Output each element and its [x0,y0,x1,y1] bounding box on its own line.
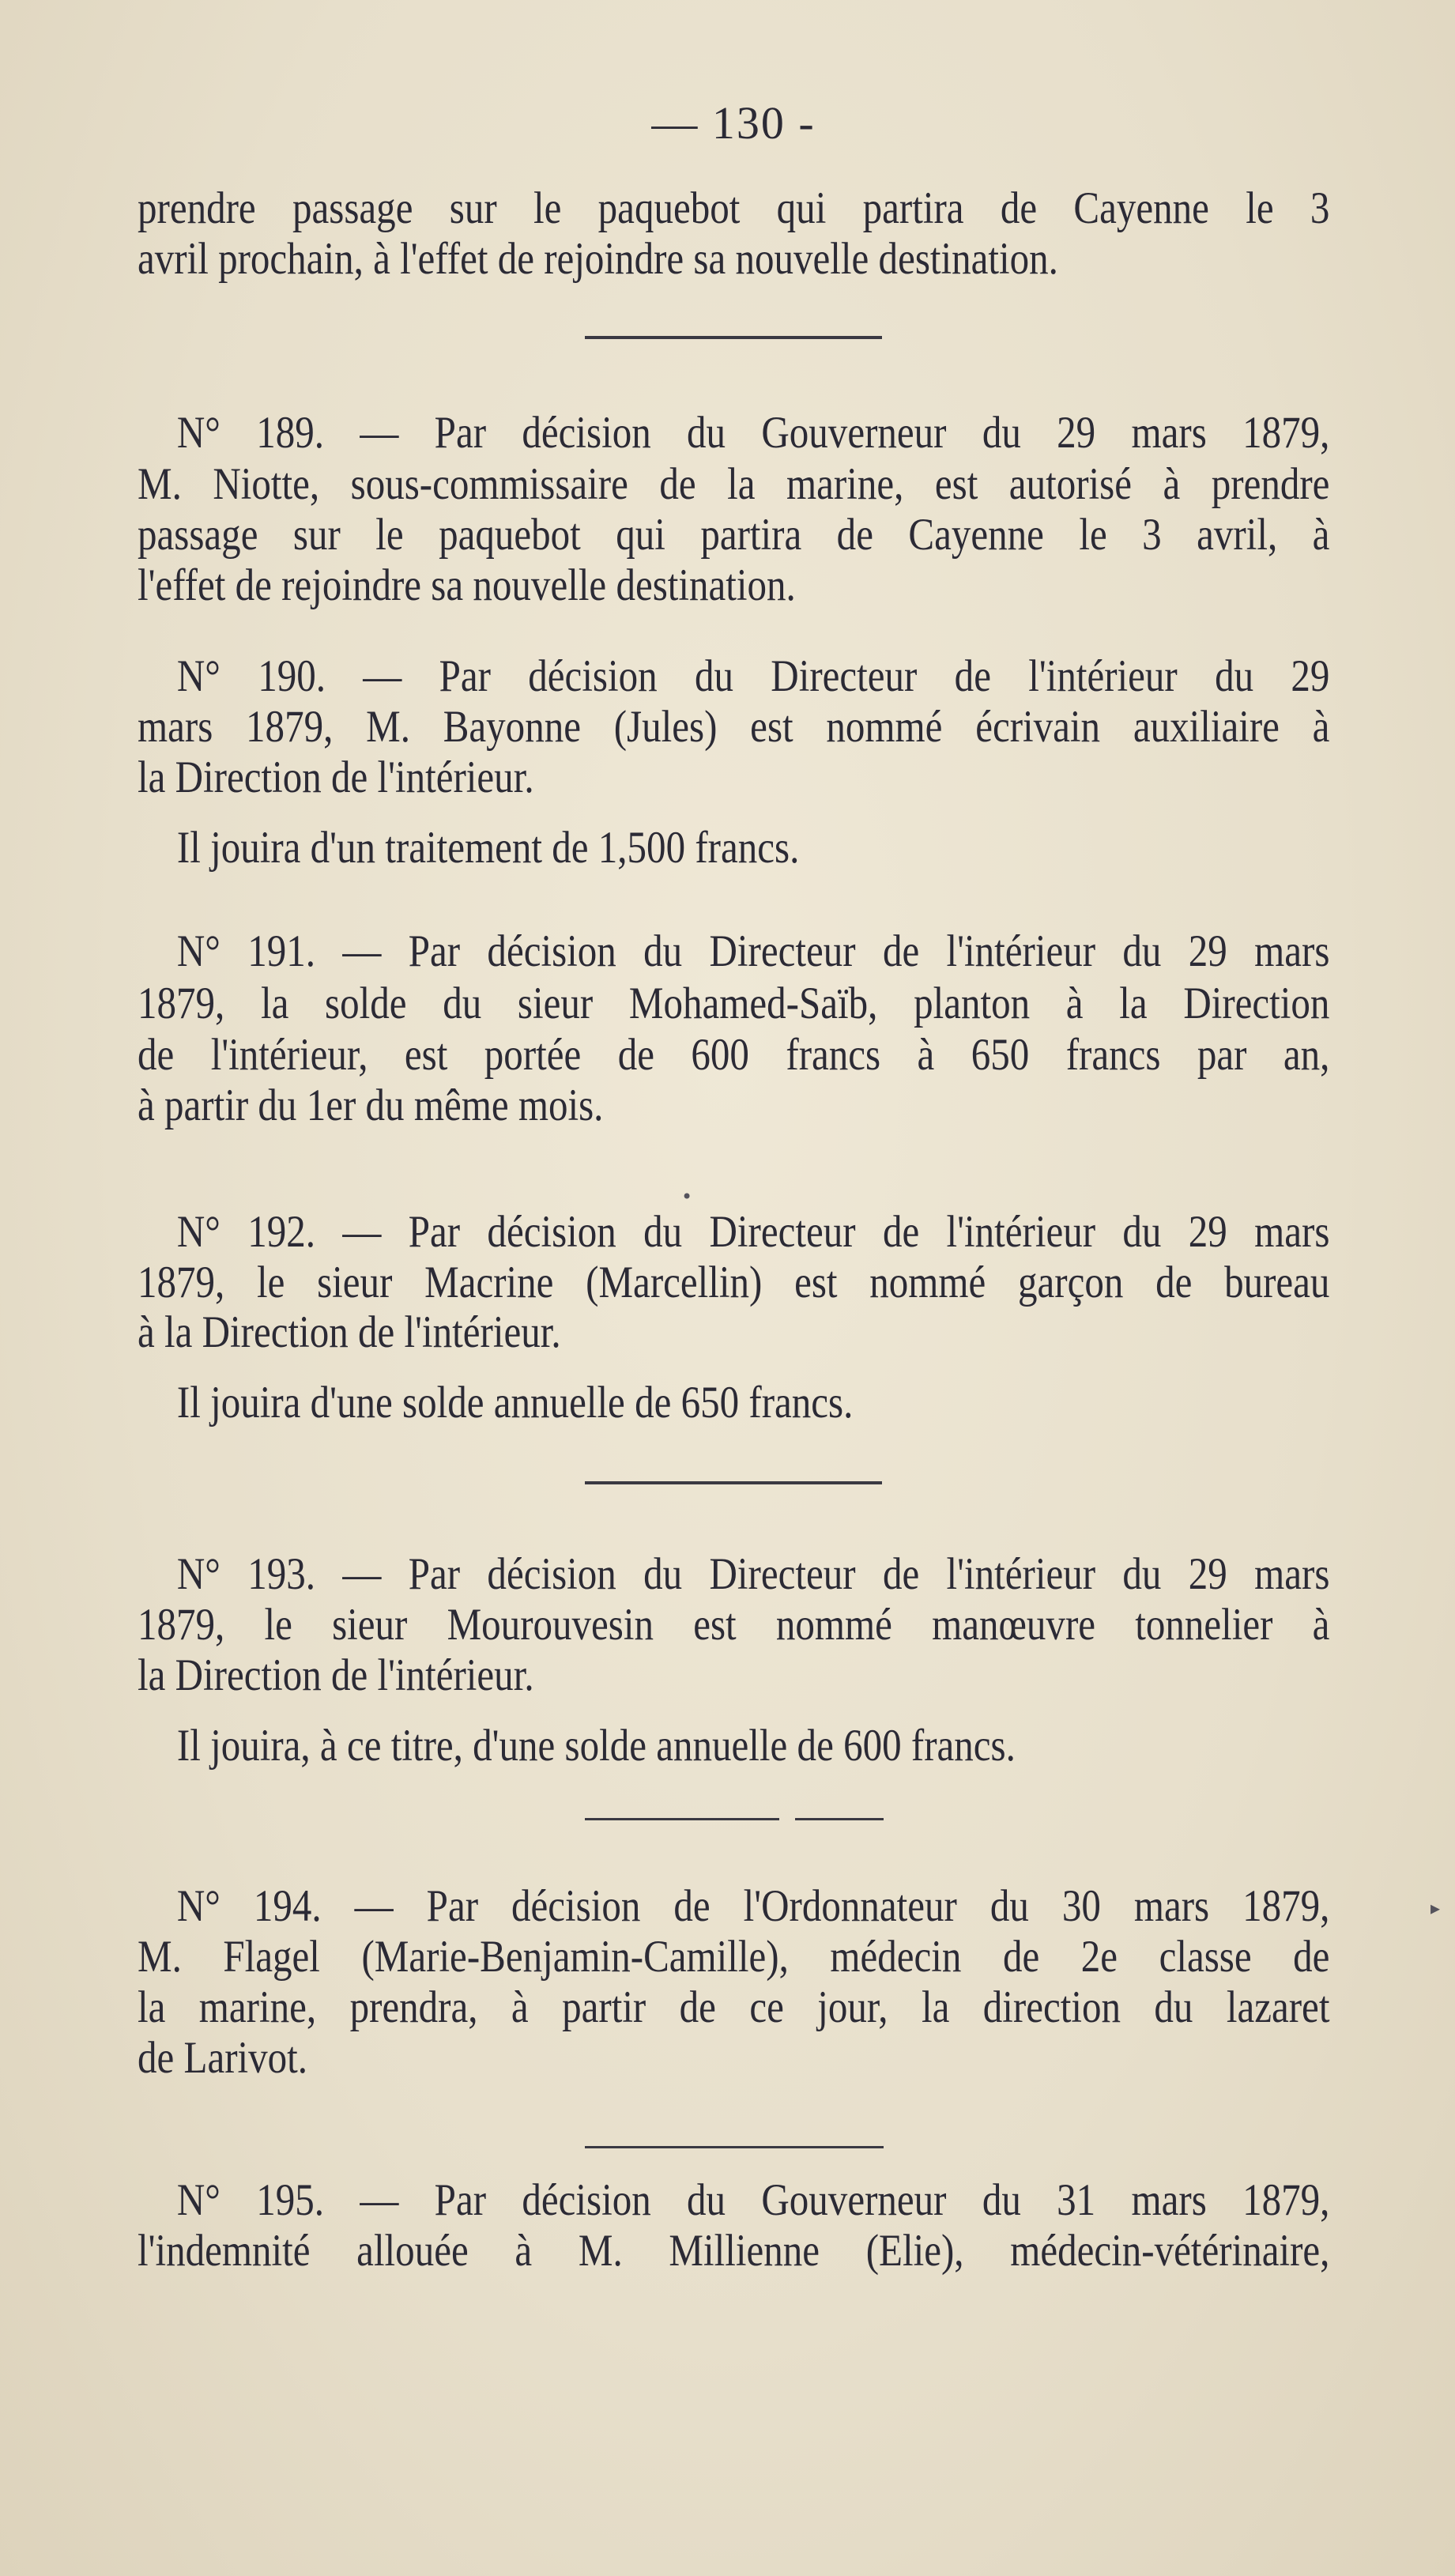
text-line: M. Niotte, sous-commissaire de la marine, est autorisé à prendre [138,459,1330,509]
text-line: la Direction de l'intérieur. [138,1650,534,1700]
text-line: N° 195. — Par décision du Gouverneur du 31 mars 1879, [176,2175,1330,2225]
text-line: Il jouira d'un traitement de 1,500 francs. [176,823,800,873]
text-line: 1879, la solde du sieur Mohamed-Saïb, planton à la Direction [138,979,1330,1028]
section-divider [585,336,882,339]
text-line: l'indemnité allouée à M. Millienne (Elie), médecin-vétérinaire, [138,2226,1330,2276]
text-line: l'effet de rejoindre sa nouvelle destination. [138,560,796,610]
text-line: N° 191. — Par décision du Directeur de l'intérieur du 29 mars [176,926,1330,976]
text-line: Il jouira, à ce titre, d'une solde annuelle de 600 francs. [176,1721,1016,1771]
text-line: la Direction de l'intérieur. [138,752,534,802]
text-line: à partir du 1er du même mois. [138,1081,604,1130]
section-divider [585,1818,779,1820]
section-divider [795,1818,884,1820]
text-line: la marine, prendra, à partir de ce jour, la direction du lazaret [138,1982,1330,2032]
text-line: N° 193. — Par décision du Directeur de l'intérieur du 29 mars [176,1549,1330,1599]
text-line: passage sur le paquebot qui partira de Cayenne le 3 avril, à [138,510,1330,560]
print-speck: ▸ [1430,1897,1441,1919]
text-line: M. Flagel (Marie-Benjamin-Camille), médecin de 2e classe de [138,1932,1330,1982]
text-line: N° 189. — Par décision du Gouverneur du 29 mars 1879, [176,408,1330,458]
text-line: de l'intérieur, est portée de 600 francs à 650 francs par an, [138,1030,1330,1080]
text-line: 1879, le sieur Mourouvesin est nommé manœuvre tonnelier à [138,1600,1330,1650]
text-line: mars 1879, M. Bayonne (Jules) est nommé écrivain auxiliaire à [138,702,1330,752]
text-line: 1879, le sieur Macrine (Marcellin) est nommé garçon de bureau [138,1258,1330,1307]
section-divider [585,1481,882,1484]
text-line: N° 194. — Par décision de l'Ordonnateur du 30 mars 1879, [176,1881,1330,1931]
text-line: N° 190. — Par décision du Directeur de l'intérieur du 29 [176,651,1330,701]
print-speck: • [681,1186,693,1208]
section-divider [585,2146,884,2148]
text-line: de Larivot. [138,2033,308,2083]
text-line: prendre passage sur le paquebot qui partira de Cayenne le 3 [138,183,1330,233]
page-number: — 130 - [651,97,816,149]
text-line: avril prochain, à l'effet de rejoindre sa nouvelle destination. [138,234,1058,284]
text-line: N° 192. — Par décision du Directeur de l'intérieur du 29 mars [176,1207,1330,1257]
text-line: à la Direction de l'intérieur. [138,1307,561,1357]
text-line: Il jouira d'une solde annuelle de 650 francs. [176,1378,854,1428]
